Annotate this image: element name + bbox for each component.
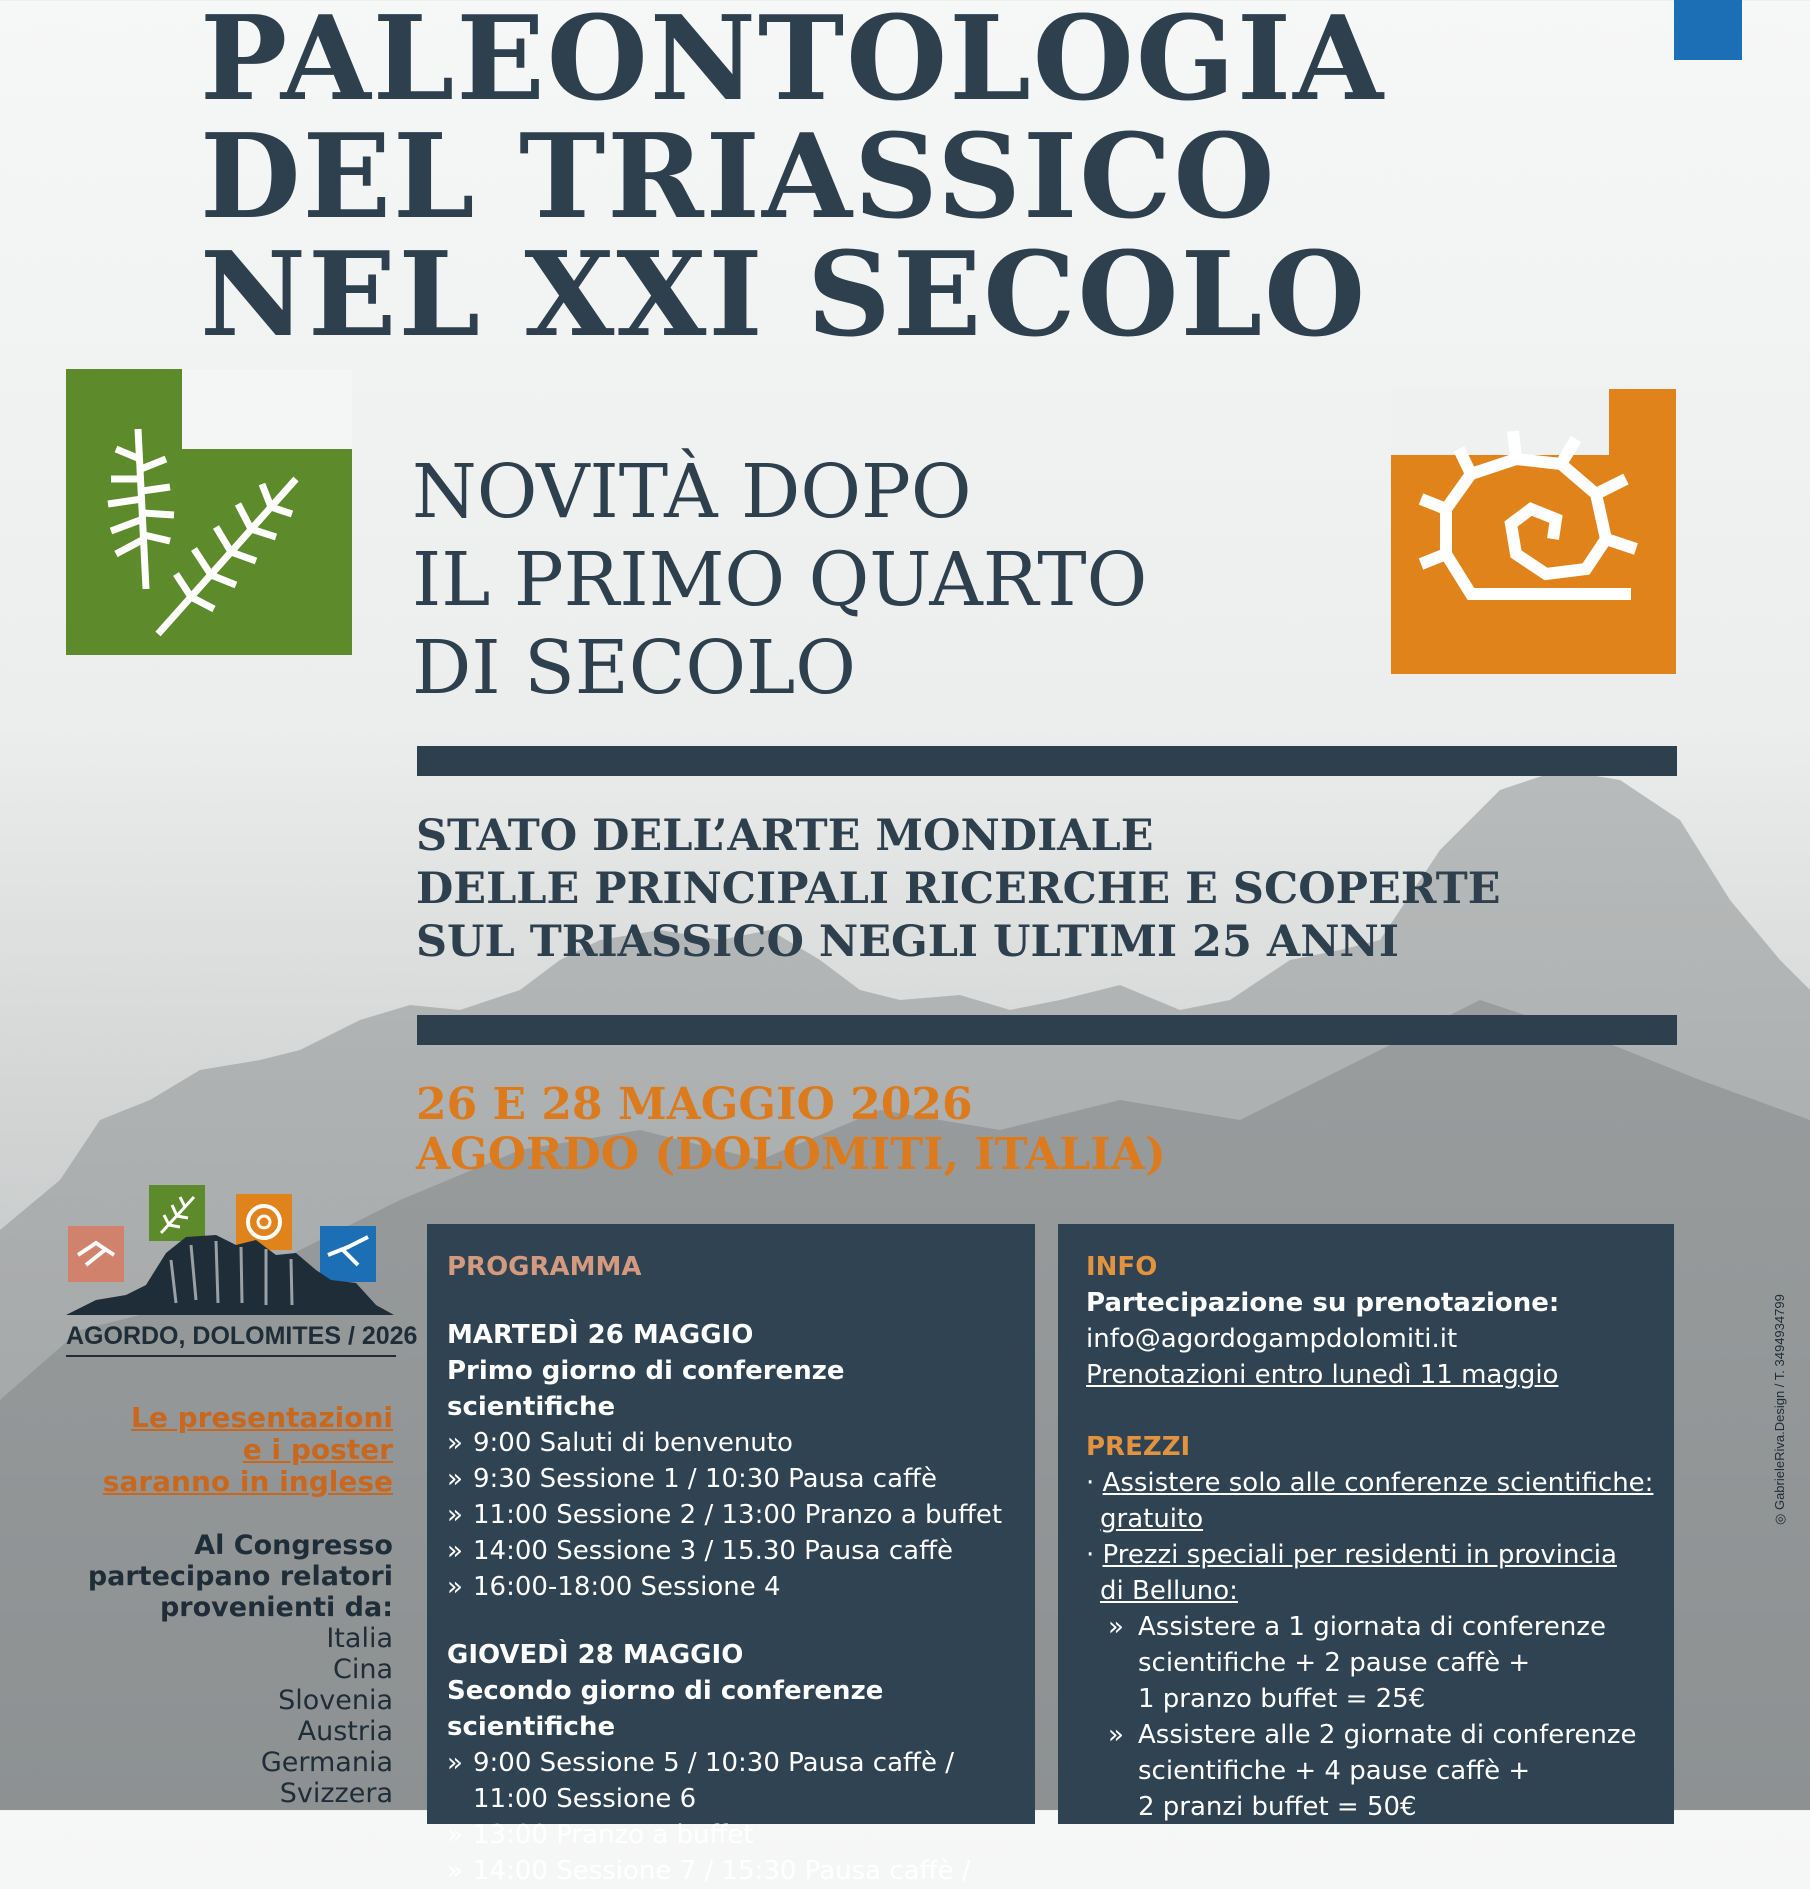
subtitle-line-1: NOVITÀ DOPO <box>412 449 972 535</box>
speakers-heading-1: Al Congresso <box>194 1530 393 1561</box>
schedule-item: » 9:00 Sessione 5 / 10:30 Pausa caffè / <box>447 1748 954 1778</box>
schedule-item: » 11:00 Sessione 2 / 13:00 Pranzo a buffet <box>447 1500 1003 1530</box>
design-credit: ◎ GabrieleRiva.Design / T. 3494934799 <box>1772 1294 1787 1525</box>
language-note <box>80 1402 393 1498</box>
tagline-line-3: SUL TRIASSICO NEGLI ULTIMI 25 ANNI <box>416 917 1399 967</box>
main-title <box>200 0 1386 363</box>
country-item: Germania <box>260 1747 393 1778</box>
title-line-2: DEL TRIASSICO <box>200 109 1277 245</box>
country-item: Slovenia <box>278 1685 393 1716</box>
schedule-item: » 14:00 Sessione 3 / 15.30 Pausa caffè <box>447 1536 953 1566</box>
country-item: Italia <box>326 1623 393 1654</box>
speakers-heading-2: partecipano relatori <box>87 1561 393 1592</box>
speakers-list <box>70 1530 393 1809</box>
schedule-item: » 14:00 Sessione 7 / 15:30 Pausa caffè / <box>447 1856 971 1886</box>
plant-fossil-icon <box>66 369 352 655</box>
country-item: Svizzera <box>279 1778 393 1809</box>
day-2-title: GIOVEDÌ 28 MAGGIO <box>447 1640 744 1670</box>
note-line-3: saranno in inglese <box>102 1465 393 1498</box>
note-line-1: Le presentazioni <box>131 1401 393 1434</box>
fish-fossil-icon <box>68 1226 124 1282</box>
schedule-item: » 9:30 Sessione 1 / 10:30 Pausa caffè <box>447 1464 937 1494</box>
speakers-heading-3: provenienti da: <box>159 1592 393 1623</box>
note-line-2: e i poster <box>242 1433 393 1466</box>
tagline <box>416 810 1501 969</box>
programma-panel <box>427 1224 1035 1886</box>
prezzi-heading: PREZZI <box>1086 1432 1191 1462</box>
info-panel <box>1058 1224 1674 1824</box>
prezzi-sub-2: » Assistere alle 2 giornate di conferenze scientifiche + 4 pause caffè + 2 pranzi buffet = 50€ <box>1108 1720 1637 1822</box>
schedule-item: » 9:00 Saluti di benvenuto <box>447 1428 793 1458</box>
green-plant-fossil-tile <box>66 369 352 655</box>
info-deadline: Prenotazioni entro lunedì 11 maggio <box>1086 1360 1559 1390</box>
day-2-subtitle: Secondo giorno di conferenze scientifiche <box>447 1676 884 1742</box>
logo-caption: AGORDO, DOLOMITES / 2026 <box>66 1322 396 1357</box>
schedule-item: » 13:00 Pranzo a buffet <box>447 1820 754 1850</box>
programma-heading: PROGRAMMA <box>447 1252 642 1282</box>
event-date-text: 26 E 28 MAGGIO 2026 <box>416 1079 973 1130</box>
info-booking-line: Partecipazione su prenotazione: <box>1086 1288 1560 1318</box>
subtitle-line-3: DI SECOLO <box>412 625 856 711</box>
day-1-title: MARTEDÌ 26 MAGGIO <box>447 1320 754 1350</box>
prezzi-sub-1: » Assistere a 1 giornata di conferenze scientifiche + 2 pause caffè + 1 pranzo buffet = 25€ <box>1108 1612 1606 1714</box>
title-line-1: PALEONTOLOGIA <box>200 0 1386 127</box>
ammonite-icon-small <box>236 1194 292 1250</box>
tagline-line-1: STATO DELL’ARTE MONDIALE <box>416 811 1154 861</box>
day-1-subtitle: Primo giorno di conferenze scientifiche <box>447 1356 845 1422</box>
info-email-link[interactable]: info@agordogampdolomiti.it <box>1086 1324 1458 1354</box>
subtitle <box>412 448 1147 712</box>
title-line-3: NEL XXI SECOLO <box>200 227 1368 363</box>
blue-corner-tile <box>1674 0 1742 60</box>
instagram-icon: ◎ <box>1772 1510 1787 1525</box>
subtitle-line-2: IL PRIMO QUARTO <box>412 537 1148 623</box>
schedule-item: 11:00 Sessione 6 <box>473 1784 697 1814</box>
tagline-line-2: DELLE PRINCIPALI RICERCHE E SCOPERTE <box>416 864 1501 914</box>
prezzi-item-2: · Prezzi speciali per residenti in provincia di Belluno: <box>1086 1540 1617 1606</box>
divider-top <box>417 746 1677 776</box>
ammonite-icon <box>1391 389 1676 674</box>
divider-bottom <box>417 1015 1677 1045</box>
info-heading: INFO <box>1086 1252 1158 1282</box>
country-item: Cina <box>332 1654 393 1685</box>
event-place-text: AGORDO (DOLOMITI, ITALIA) <box>416 1129 1166 1180</box>
country-item: Austria <box>297 1716 393 1747</box>
orange-ammonite-tile <box>1391 389 1676 674</box>
schedule-item: » 16:00-18:00 Sessione 4 <box>447 1572 781 1602</box>
prezzi-item-1: · Assistere solo alle conferenze scientifiche: gratuito <box>1086 1468 1654 1534</box>
event-dates <box>416 1080 1166 1180</box>
